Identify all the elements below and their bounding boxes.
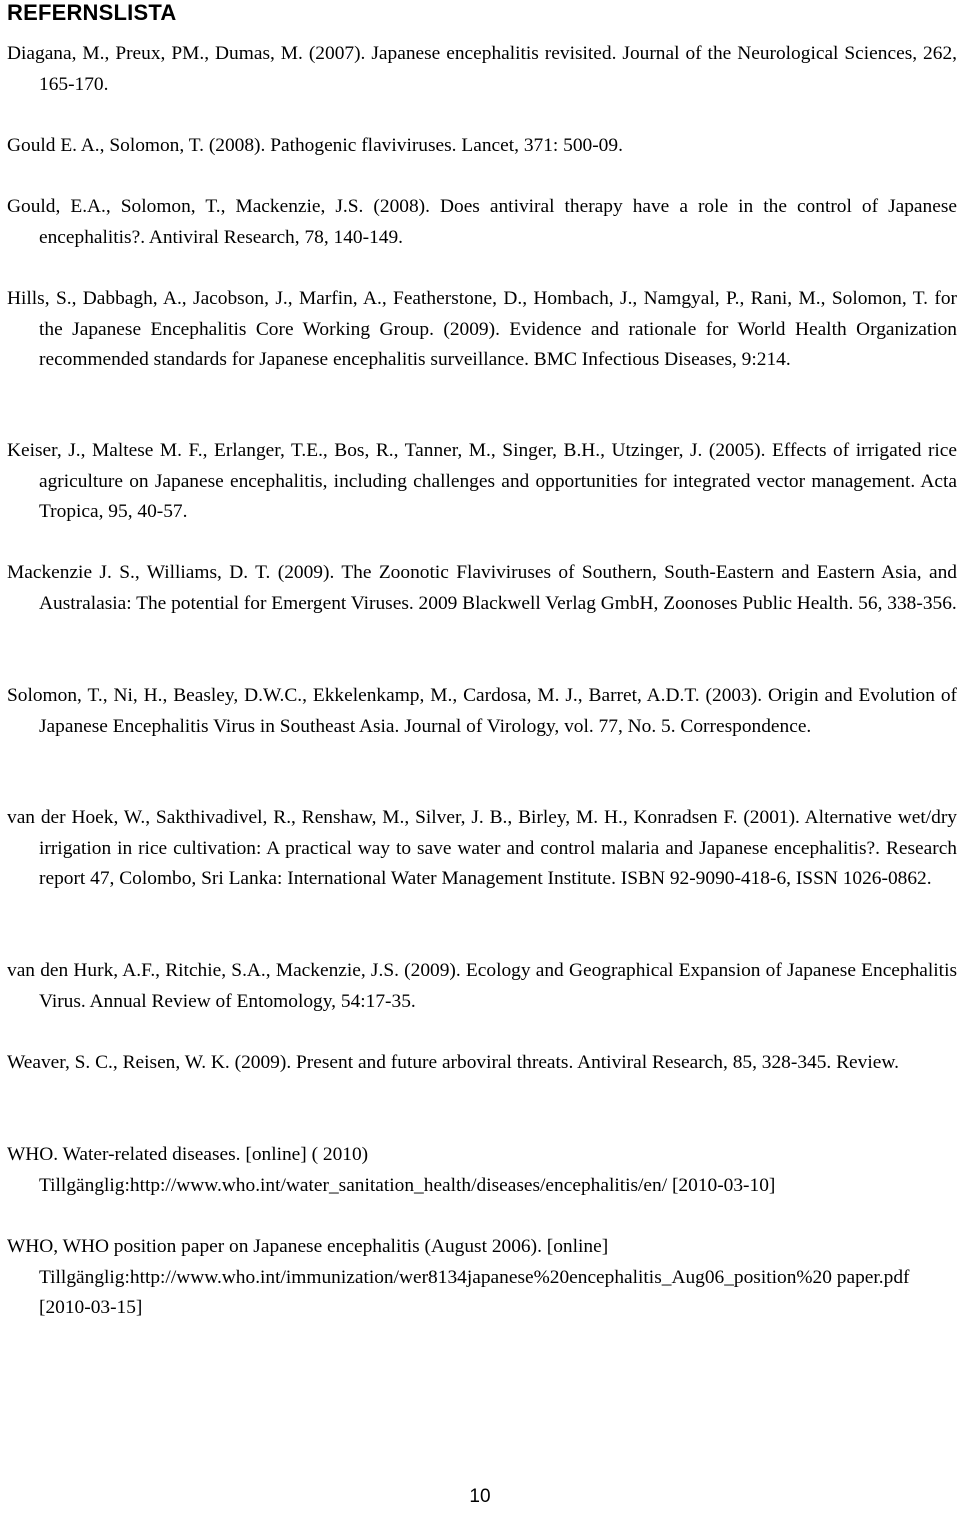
reference-entry-van-der-hoek: van der Hoek, W., Sakthivadivel, R., Renshaw, M., Silver, J. B., Birley, M. H., Konradsen F. (2001). Alternative wet/dry irrigation in rice cultivation: A practical way to save water and control malaria and Japanese encephalitis?. Research report 47, Colombo, Sri Lanka: International Water Management Institute. ISBN 92-9090-418-6, ISSN 1026-0862.: [7, 807, 957, 890]
reference-entry-hills: Hills, S., Dabbagh, A., Jacobson, J., Marfin, A., Featherstone, D., Hombach, J., Namgyal, P., Rani, M., Solomon, T. for the Japanese Encephalitis Core Working Group. (2009). Evidence and rationale for World Health Organization recommended standards for Japanese encephalitis surveillance. BMC Infectious Diseases, 9:214.: [7, 288, 957, 371]
reference-entry-solomon-ni: Solomon, T., Ni, H., Beasley, D.W.C., Ekkelenkamp, M., Cardosa, M. J., Barret, A.D.T. (2003). Origin and Evolution of Japanese Encephalitis Virus in Southeast Asia. Journal of Virology, vol. 77, No. 5. Correspondence.: [7, 685, 957, 737]
reference-entry-keiser: Keiser, J., Maltese M. F., Erlanger, T.E., Bos, R., Tanner, M., Singer, B.H., Utzinger, J. (2005). Effects of irrigated rice agriculture on Japanese encephalitis, including challenges and opportunities for integrated vector management. Acta Tropica, 95, 40-57.: [7, 440, 957, 523]
reference-entry-who-position-paper: WHO, WHO position paper on Japanese encephalitis (August 2006). [online] Tillgänglig:http://www.who.int/immunization/wer8134japanese%20encephalitis_Aug06_position%20 paper.pdf [2010-03-15]: [7, 1236, 910, 1319]
reference-list-heading: REFERNSLISTA: [7, 0, 177, 25]
reference-entry-van-den-hurk: van den Hurk, A.F., Ritchie, S.A., Mackenzie, J.S. (2009). Ecology and Geographical Expansion of Japanese Encephalitis Virus. Annual Review of Entomology, 54:17-35.: [7, 960, 957, 1012]
reference-entry-gould-solomon-mackenzie: Gould, E.A., Solomon, T., Mackenzie, J.S. (2008). Does antiviral therapy have a role in the control of Japanese encephalitis?. Antiviral Research, 78, 140-149.: [7, 196, 957, 248]
page-number: 10: [469, 1486, 491, 1507]
reference-entry-gould-solomon: Gould E. A., Solomon, T. (2008). Pathogenic flaviviruses. Lancet, 371: 500-09.: [7, 135, 623, 156]
reference-entry-who-water: WHO. Water-related diseases. [online] ( 2010) Tillgänglig:http://www.who.int/water_sanitation_health/diseases/encephalitis/en/ [2010-03-10]: [7, 1144, 776, 1196]
reference-entry-mackenzie-williams: Mackenzie J. S., Williams, D. T. (2009). The Zoonotic Flaviviruses of Southern, South-Eastern and Eastern Asia, and Australasia: The potential for Emergent Viruses. 2009 Blackwell Verlag GmbH, Zoonoses Public Health. 56, 338-356.: [7, 562, 957, 614]
reference-entry-diagana: Diagana, M., Preux, PM., Dumas, M. (2007). Japanese encephalitis revisited. Journal of the Neurological Sciences, 262, 165-170.: [7, 43, 957, 95]
reference-entry-weaver: Weaver, S. C., Reisen, W. K. (2009). Present and future arboviral threats. Antiviral Research, 85, 328-345. Review.: [7, 1052, 899, 1073]
